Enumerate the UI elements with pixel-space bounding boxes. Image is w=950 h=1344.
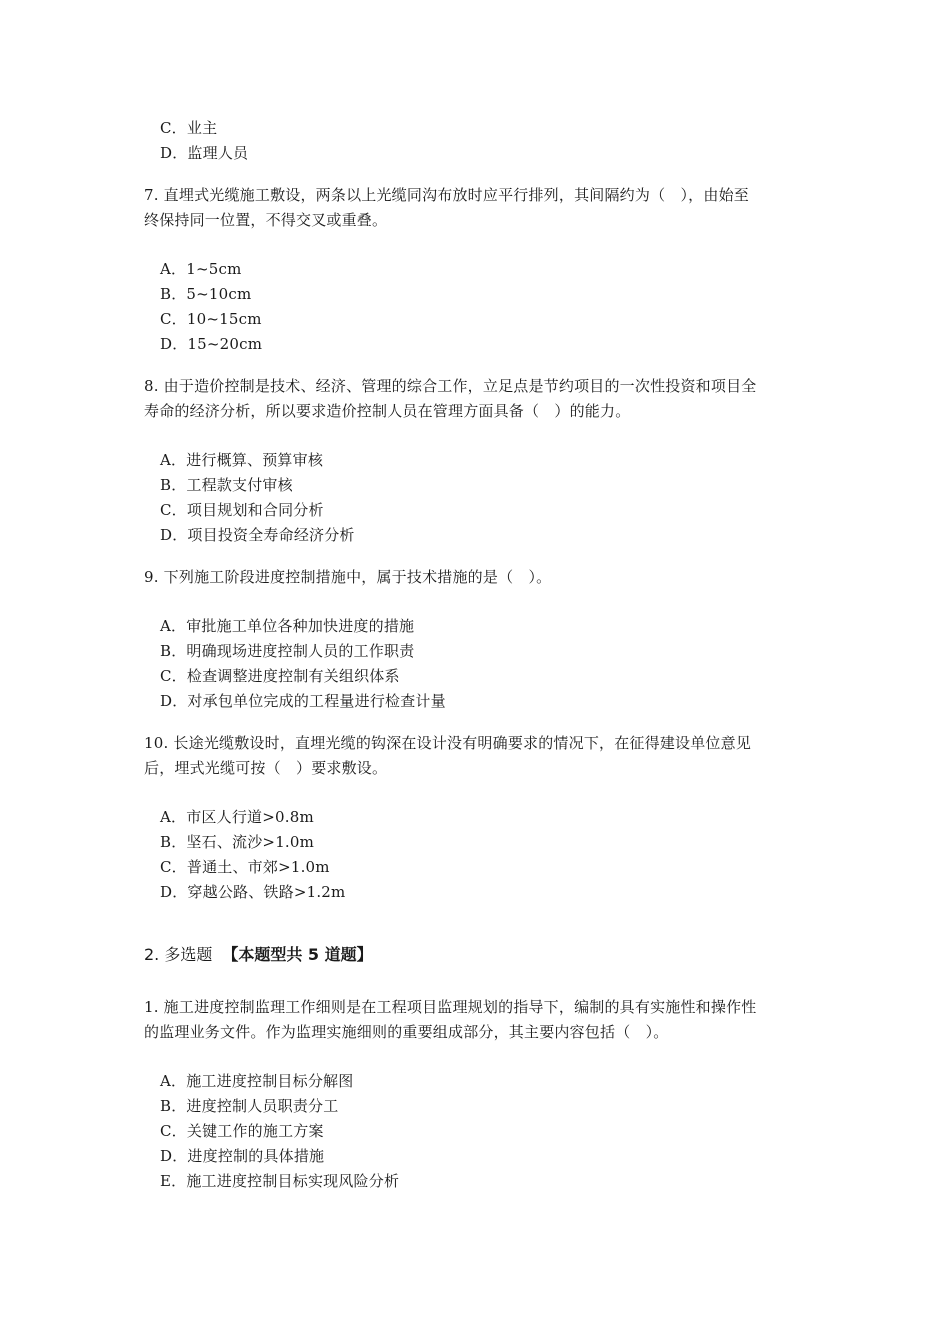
question-10-option-d: D．穿越公路、铁路>1.2m bbox=[160, 883, 346, 901]
question-7-stem-line-1: 7. 直埋式光缆施工敷设，两条以上光缆同沟布放时应平行排列，其间隔约为（ ），由始至 bbox=[144, 186, 749, 204]
question-10-stem-line-2: 后，埋式光缆可按（ ）要求敷设。 bbox=[144, 759, 388, 777]
question-7-stem-line-2: 终保持同一位置，不得交叉或重叠。 bbox=[144, 211, 388, 229]
multi-question-1-option-e: E．施工进度控制目标实现风险分析 bbox=[160, 1172, 400, 1190]
section-heading bbox=[144, 944, 373, 966]
question-8-stem-line-2: 寿命的经济分析，所以要求造价控制人员在管理方面具备（ ）的能力。 bbox=[144, 402, 631, 420]
question-10-option-a: A．市区人行道>0.8m bbox=[160, 808, 314, 826]
multi-question-1-option-c: C．关键工作的施工方案 bbox=[160, 1122, 324, 1140]
question-7-option-c: C．10~15cm bbox=[160, 310, 262, 328]
option-d-prev: D．监理人员 bbox=[160, 144, 249, 162]
question-10-option-b: B．坚石、流沙>1.0m bbox=[160, 833, 315, 851]
question-8-option-d: D．项目投资全寿命经济分析 bbox=[160, 526, 355, 544]
multi-question-1-option-b: B．进度控制人员职责分工 bbox=[160, 1097, 339, 1115]
question-8-option-a: A．进行概算、预算审核 bbox=[160, 451, 324, 469]
question-7-option-d: D．15~20cm bbox=[160, 335, 263, 353]
question-9-option-d: D．对承包单位完成的工程量进行检查计量 bbox=[160, 692, 446, 710]
question-9-stem-line-1: 9. 下列施工阶段进度控制措施中，属于技术措施的是（ ）。 bbox=[144, 568, 552, 586]
multi-question-1-option-d: D．进度控制的具体措施 bbox=[160, 1147, 325, 1165]
question-8-stem-line-1: 8. 由于造价控制是技术、经济、管理的综合工作，立足点是节约项目的一次性投资和项目全 bbox=[144, 377, 757, 395]
multi-question-1-stem-line-2: 的监理业务文件。作为监理实施细则的重要组成部分，其主要内容包括（ ）。 bbox=[144, 1023, 669, 1041]
question-10-option-c: C．普通土、市郊>1.0m bbox=[160, 858, 330, 876]
option-c-prev: C．业主 bbox=[160, 119, 218, 137]
multi-question-1-stem-line-1: 1. 施工进度控制监理工作细则是在工程项目监理规划的指导下，编制的具有实施性和操作性 bbox=[144, 998, 757, 1016]
question-8-option-b: B．工程款支付审核 bbox=[160, 476, 293, 494]
question-9-option-a: A．审批施工单位各种加快进度的措施 bbox=[160, 617, 415, 635]
question-7-option-a: A．1~5cm bbox=[160, 260, 242, 278]
question-7-option-b: B．5~10cm bbox=[160, 285, 252, 303]
section-title: 2. 多选题 bbox=[144, 945, 213, 964]
multi-question-1-option-a: A．施工进度控制目标分解图 bbox=[160, 1072, 354, 1090]
section-note: 【本题型共 5 道题】 bbox=[222, 945, 373, 964]
question-10-stem-line-1: 10. 长途光缆敷设时，直埋光缆的钩深在设计没有明确要求的情况下，在征得建设单位意见 bbox=[144, 734, 752, 752]
question-9-option-c: C．检查调整进度控制有关组织体系 bbox=[160, 667, 400, 685]
question-9-option-b: B．明确现场进度控制人员的工作职责 bbox=[160, 642, 415, 660]
question-8-option-c: C．项目规划和合同分析 bbox=[160, 501, 324, 519]
